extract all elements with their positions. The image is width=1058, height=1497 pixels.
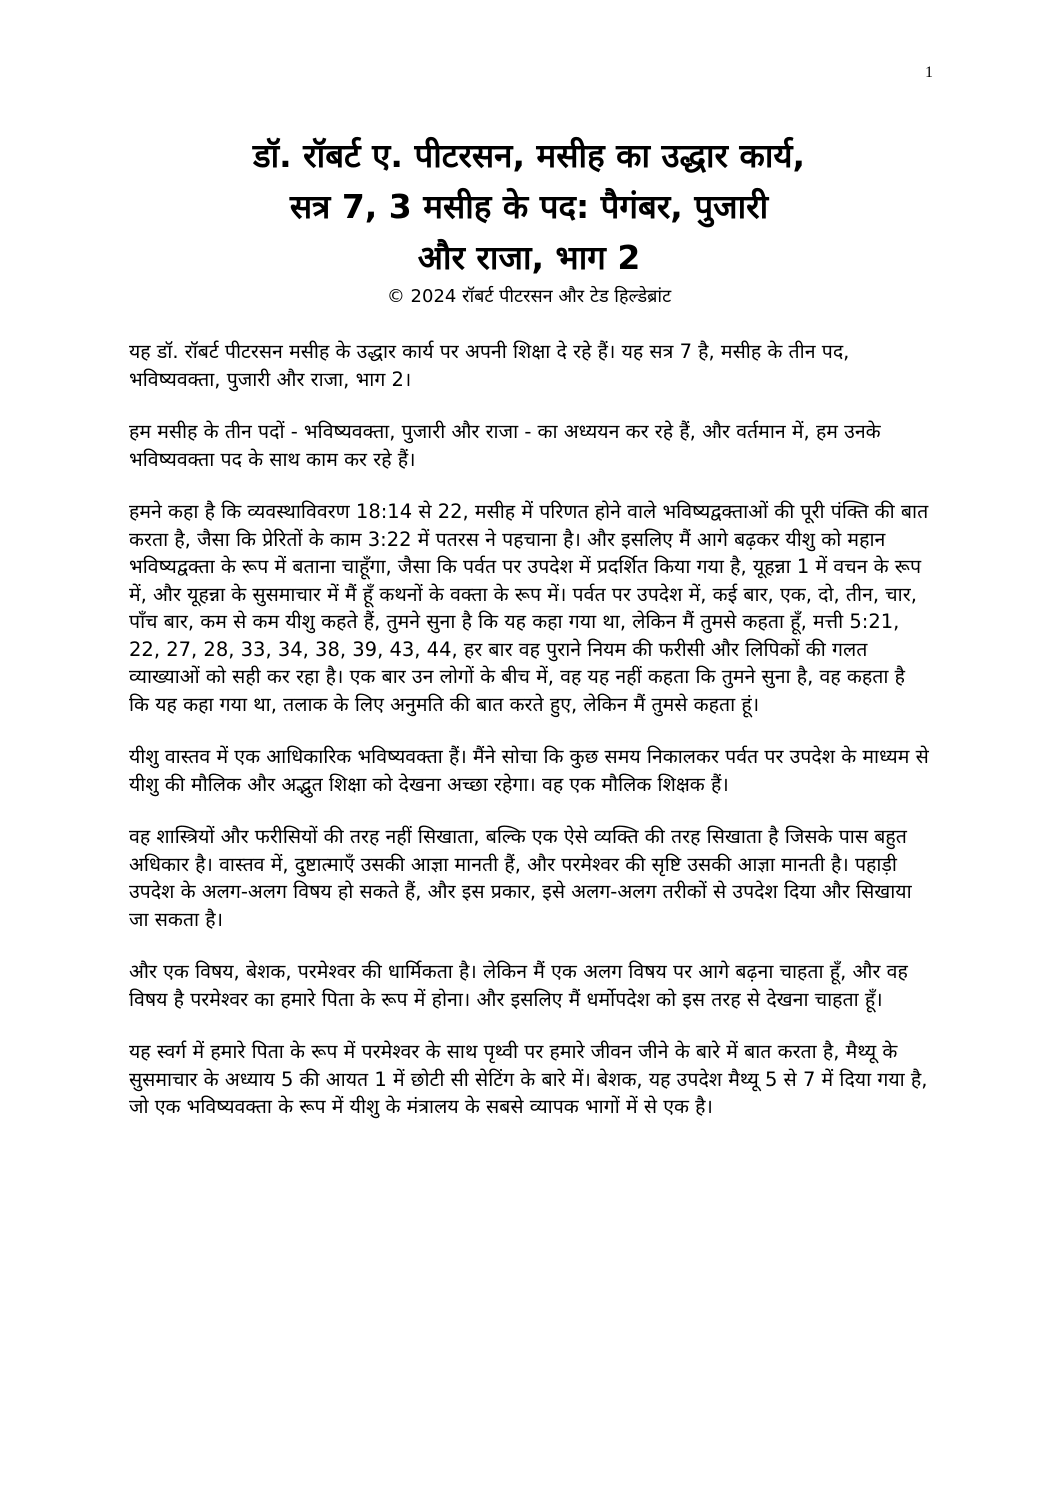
paragraph-3: हमने कहा है कि व्यवस्थाविवरण 18:14 से 22, मसीह में परिणत होने वाले भविष्यद्वक्ताओं की पूरी पंक्ति की बात करता है, जैसा कि प्रेरितों के काम 3:22 में पतरस ने पहचाना है। और इसलिए मैं आगे बढ़कर यीशु को महान भविष्यद्वक्ता के रूप में बताना चाहूँगा, जैसा कि पर्वत पर उपदेश में प्रदर्शित किया गया है, यूहन्ना 1 में वचन के रूप में, और यूहन्ना के सुसमाचार में मैं हूँ कथनों के वक्ता के रूप में। पर्वत पर उपदेश में, कई बार, एक, दो, तीन, चार, पाँच बार, कम से कम यीशु कहते हैं, तुमने सुना है कि यह कहा गया था, लेकिन मैं तुमसे कहता हूँ, मत्ती 5:21, 22, 27, 28, 33, 34, 38, 39, 43, 44, हर बार वह पुराने नियम की फरीसी और लिपिकों की गलत व्याख्याओं को सही कर रहा है। एक बार उन लोगों के बीच में, वह यह नहीं कहता कि तुमने सुना है, वह कहता है कि यह कहा गया था, तलाक के लिए अनुमति की बात करते हुए, लेकिन मैं तुमसे कहता हूं।	[129, 500, 929, 716]
page-number: 1	[925, 64, 933, 81]
paragraph-5: वह शास्त्रियों और फरीसियों की तरह नहीं सिखाता, बल्कि एक ऐसे व्यक्ति की तरह सिखाता है जिसके पास बहुत अधिकार है। वास्तव में, दुष्टात्माएँ उसकी आज्ञा मानती हैं, और परमेश्वर की सृष्टि उसकी आज्ञा मानती है। पहाड़ी उपदेश के अलग-अलग विषय हो सकते हैं, और इस प्रकार, इसे अलग-अलग तरीकों से उपदेश दिया और सिखाया जा सकता है।	[129, 825, 912, 931]
paragraph-2: हम मसीह के तीन पदों - भविष्यवक्ता, पुजारी और राजा - का अध्ययन कर रहे हैं, और वर्तमान में, हम उनके भविष्यवक्ता पद के साथ काम कर रहे हैं।	[129, 420, 881, 471]
paragraph-6: और एक विषय, बेशक, परमेश्वर की धार्मिकता है। लेकिन मैं एक अलग विषय पर आगे बढ़ना चाहता हूँ, और वह विषय है परमेश्वर का हमारे पिता के रूप में होना। और इसलिए मैं धर्मोपदेश को इस तरह से देखना चाहता हूँ।	[129, 960, 908, 1011]
title-line-2: सत्र 7, 3 मसीह के पद: पैगंबर, पुजारी	[289, 187, 769, 226]
title-line-1: डॉ. रॉबर्ट ए. पीटरसन, मसीह का उद्धार कार्य,	[252, 136, 806, 175]
paragraph-7: यह स्वर्ग में हमारे पिता के रूप में परमेश्वर के साथ पृथ्वी पर हमारे जीवन जीने के बारे में बात करता है, मैथ्यू के सुसमाचार के अध्याय 5 की आयत 1 में छोटी सी सेटिंग के बारे में। बेशक, यह उपदेश मैथ्यू 5 से 7 में दिया गया है, जो एक भविष्यवक्ता के रूप में यीशु के मंत्रालय के सबसे व्यापक भागों में से एक है।	[129, 1040, 928, 1118]
paragraph-4: यीशु वास्तव में एक आधिकारिक भविष्यवक्ता हैं। मैंने सोचा कि कुछ समय निकालकर पर्वत पर उपदेश के माध्यम से यीशु की मौलिक और अद्भुत शिक्षा को देखना अच्छा रहेगा। वह एक मौलिक शिक्षक हैं।	[129, 745, 929, 796]
document-title	[120, 130, 938, 283]
paragraph-1: यह डॉ. रॉबर्ट पीटरसन मसीह के उद्धार कार्य पर अपनी शिक्षा दे रहे हैं। यह सत्र 7 है, मसीह के तीन पद, भविष्यवक्ता, पुजारी और राजा, भाग 2।	[129, 340, 850, 391]
title-line-3: और राजा, भाग 2	[417, 238, 641, 277]
copyright-line: © 2024 रॉबर्ट पीटरसन और टेड हिल्डेब्रांट	[386, 286, 672, 307]
body-text	[129, 338, 931, 1146]
